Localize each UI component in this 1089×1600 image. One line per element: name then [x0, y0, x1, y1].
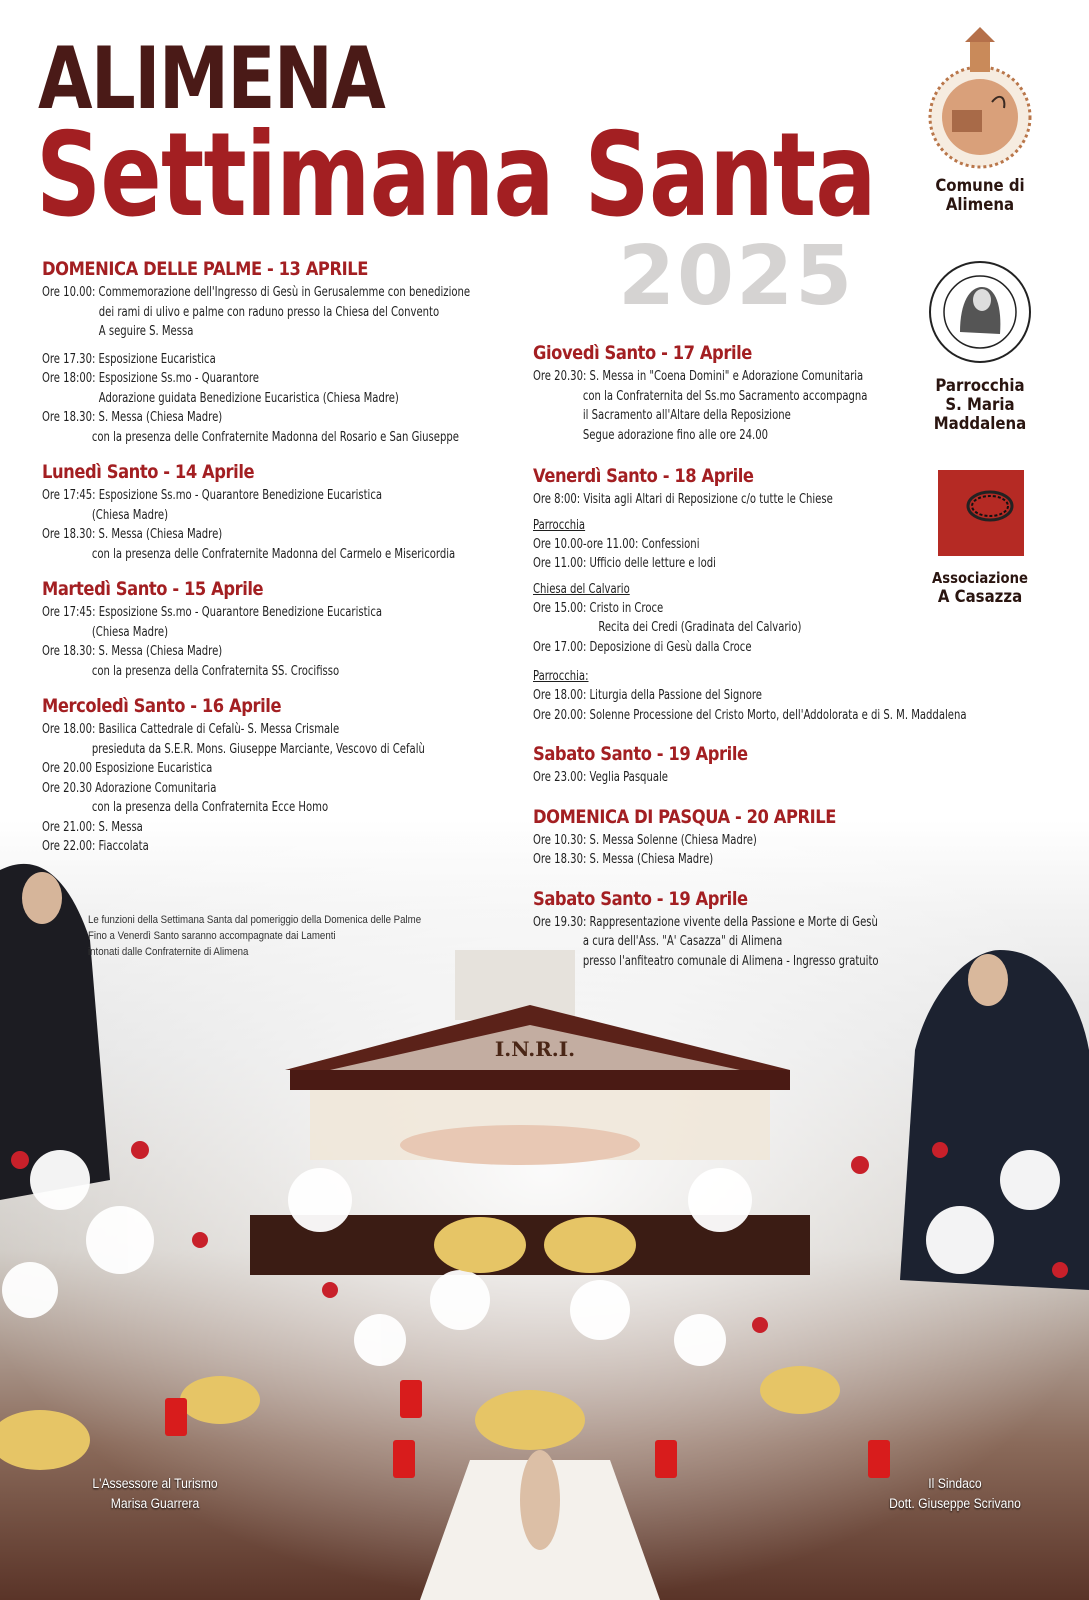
schedule-line: dei rami di ulivo e palme con raduno presso la Chiesa del Convento	[98, 304, 440, 320]
schedule-line: Ore 18.30: S. Messa (Chiesa Madre)	[42, 410, 223, 425]
right-schedule	[533, 342, 1037, 971]
sindaco-name: Dott. Giuseppe Scrivano	[889, 1496, 1021, 1511]
schedule-line: Ore 22.00: Fiaccolata	[42, 839, 149, 854]
schedule-line: Adorazione guidata Benedizione Eucaristica (Chiesa Madre)	[98, 390, 399, 406]
parrocchia-logo	[920, 252, 1040, 434]
schedule-line: Ore 23.00: Veglia Pasquale	[533, 770, 668, 785]
crown-of-thorns-icon	[920, 468, 1040, 564]
comune-crest-icon	[920, 22, 1040, 172]
schedule-line: con la presenza delle Confraternite Madonna del Rosario e San Giuseppe	[91, 429, 459, 445]
day-heading: Venerdì Santo - 18 Aprile	[533, 465, 754, 487]
associazione-logo	[920, 468, 1040, 607]
day-heading: Sabato Santo - 19 Aprile	[533, 887, 748, 910]
schedule-line: Ore 18.30: S. Messa (Chiesa Madre)	[533, 852, 714, 867]
schedule-line: Ore 20.30 Adorazione Comunitaria	[42, 780, 217, 796]
schedule-line: presieduta da S.E.R. Mons. Giuseppe Marciante, Vescovo di Cefalù	[91, 741, 425, 757]
inri-inscription: I.N.R.I.	[494, 1037, 576, 1061]
day-heading: Lunedì Santo - 14 Aprile	[42, 461, 255, 483]
day-heading: Sabato Santo - 19 Aprile	[533, 743, 748, 765]
schedule-line: con la presenza della Confraternita Ecce Homo	[91, 800, 329, 815]
schedule-line: Segue adorazione fino alle ore 24.00	[582, 427, 768, 443]
day-heading: Martedì Santo - 15 Aprile	[42, 578, 264, 600]
note-line: Le funzioni della Settimana Santa dal pomeriggio della Domenica delle Palme	[88, 914, 422, 926]
schedule-line: il Sacramento all'Altare della Reposizione	[582, 408, 791, 423]
sindaco-signature	[870, 1474, 1040, 1514]
comune-label-1: Comune di	[935, 176, 1025, 196]
schedule-line: Recita dei Credi (Gradinata del Calvario)	[598, 620, 802, 635]
location-label: Parrocchia:	[533, 669, 589, 684]
schedule-line: Ore 18.00: Liturgia della Passione del Signore	[533, 688, 762, 703]
year-title: 2025	[618, 229, 855, 324]
schedule-line: Ore 20.30: S. Messa in "Coena Domini" e Adorazione Comunitaria	[533, 369, 864, 384]
note-line: intonati dalle Confraternite di Alimena	[88, 946, 249, 958]
schedule-line: presso l'anfiteatro comunale di Alimena - Ingresso gratuito	[582, 953, 879, 969]
schedule-line: Ore 10.00: Commemorazione dell'Ingresso di Gesù in Gerusalemme con benedizione	[42, 285, 471, 300]
location-label: Parrocchia	[533, 517, 586, 533]
schedule-line: Ore 21.00: S. Messa	[42, 819, 143, 835]
location-label: Chiesa del Calvario	[533, 581, 630, 597]
parish-label-3: Maddalena	[933, 414, 1027, 434]
schedule-line: a cura dell'Ass. "A' Casazza" di Alimena	[582, 934, 783, 949]
spacer	[42, 342, 470, 350]
assessore-role: L'Assessore al Turismo	[92, 1476, 218, 1491]
schedule-line: Ore 18.30: S. Messa (Chiesa Madre)	[42, 527, 223, 542]
lamenti-note	[88, 912, 478, 960]
schedule-line: Ore 18:00: Esposizione Ss.mo - Quarantore	[42, 371, 260, 386]
schedule-line: Ore 20.00: Solenne Processione del Cristo Morto, dell'Addolorata e di S. M. Maddalena	[533, 707, 967, 723]
schedule-line: con la Confraternita del Ss.mo Sacramento accompagna	[582, 388, 868, 404]
schedule-line: Ore 19.30: Rappresentazione vivente della Passione e Morte di Gesù	[533, 914, 878, 930]
assessore-name: Marisa Guarrera	[110, 1496, 200, 1511]
schedule-line: Ore 10.00-ore 11.00: Confessioni	[533, 536, 700, 552]
day-heading: Giovedì Santo - 17 Aprile	[533, 342, 752, 364]
schedule-line: con la presenza delle Confraternite Madonna del Carmelo e Misericordia	[91, 546, 456, 562]
schedule-line: Ore 17:45: Esposizione Ss.mo - Quarantore Benedizione Eucaristica	[42, 605, 383, 620]
note-line: Fino a Venerdì Santo saranno accompagnate dai Lamenti	[88, 930, 336, 942]
schedule-line: (Chiesa Madre)	[91, 624, 169, 640]
schedule-line: Ore 10.30: S. Messa Solenne (Chiesa Madre)	[533, 832, 757, 848]
schedule-line: Ore 18.00: Basilica Cattedrale di Cefalù- S. Messa Crismale	[42, 722, 340, 737]
association-label-1: Associazione	[932, 569, 1028, 587]
schedule-line: Ore 11.00: Ufficio delle letture e lodi	[533, 556, 716, 571]
day-heading: DOMENICA DELLE PALME - 13 APRILE	[42, 258, 369, 280]
schedule-line: Ore 8:00: Visita agli Altari di Reposizione c/o tutte le Chiese	[533, 492, 833, 507]
day-heading: DOMENICA DI PASQUA - 20 APRILE	[533, 805, 837, 828]
schedule-line: (Chiesa Madre)	[91, 507, 169, 523]
parish-label-2: S. Maria	[945, 395, 1015, 415]
schedule-line: Ore 17.00: Deposizione di Gesù dalla Croce	[533, 639, 752, 655]
day-heading: Mercoledì Santo - 16 Aprile	[42, 695, 282, 717]
event-title: Settimana Santa	[36, 108, 876, 243]
schedule-line: Ore 18.30: S. Messa (Chiesa Madre)	[42, 644, 223, 659]
parish-seal-icon	[920, 252, 1040, 372]
schedule-line: Ore 17.30: Esposizione Eucaristica	[42, 351, 216, 367]
schedule-line: con la presenza della Confraternita SS. Crocifisso	[91, 663, 340, 679]
schedule-line: A seguire S. Messa	[98, 324, 194, 339]
schedule-line: Ore 15.00: Cristo in Croce	[533, 600, 664, 616]
town-title: ALIMENA	[38, 29, 385, 129]
parish-label-1: Parrocchia	[935, 376, 1025, 396]
comune-label-2: Alimena	[945, 195, 1015, 215]
schedule-line: Ore 17:45: Esposizione Ss.mo - Quarantore Benedizione Eucaristica	[42, 488, 383, 503]
assessore-signature	[70, 1474, 240, 1514]
association-label-2: A Casazza	[937, 587, 1023, 607]
schedule-line: Ore 20.00 Esposizione Eucaristica	[42, 761, 213, 776]
sindaco-role: Il Sindaco	[928, 1476, 982, 1491]
comune-logo	[920, 22, 1040, 215]
left-schedule	[42, 258, 540, 857]
